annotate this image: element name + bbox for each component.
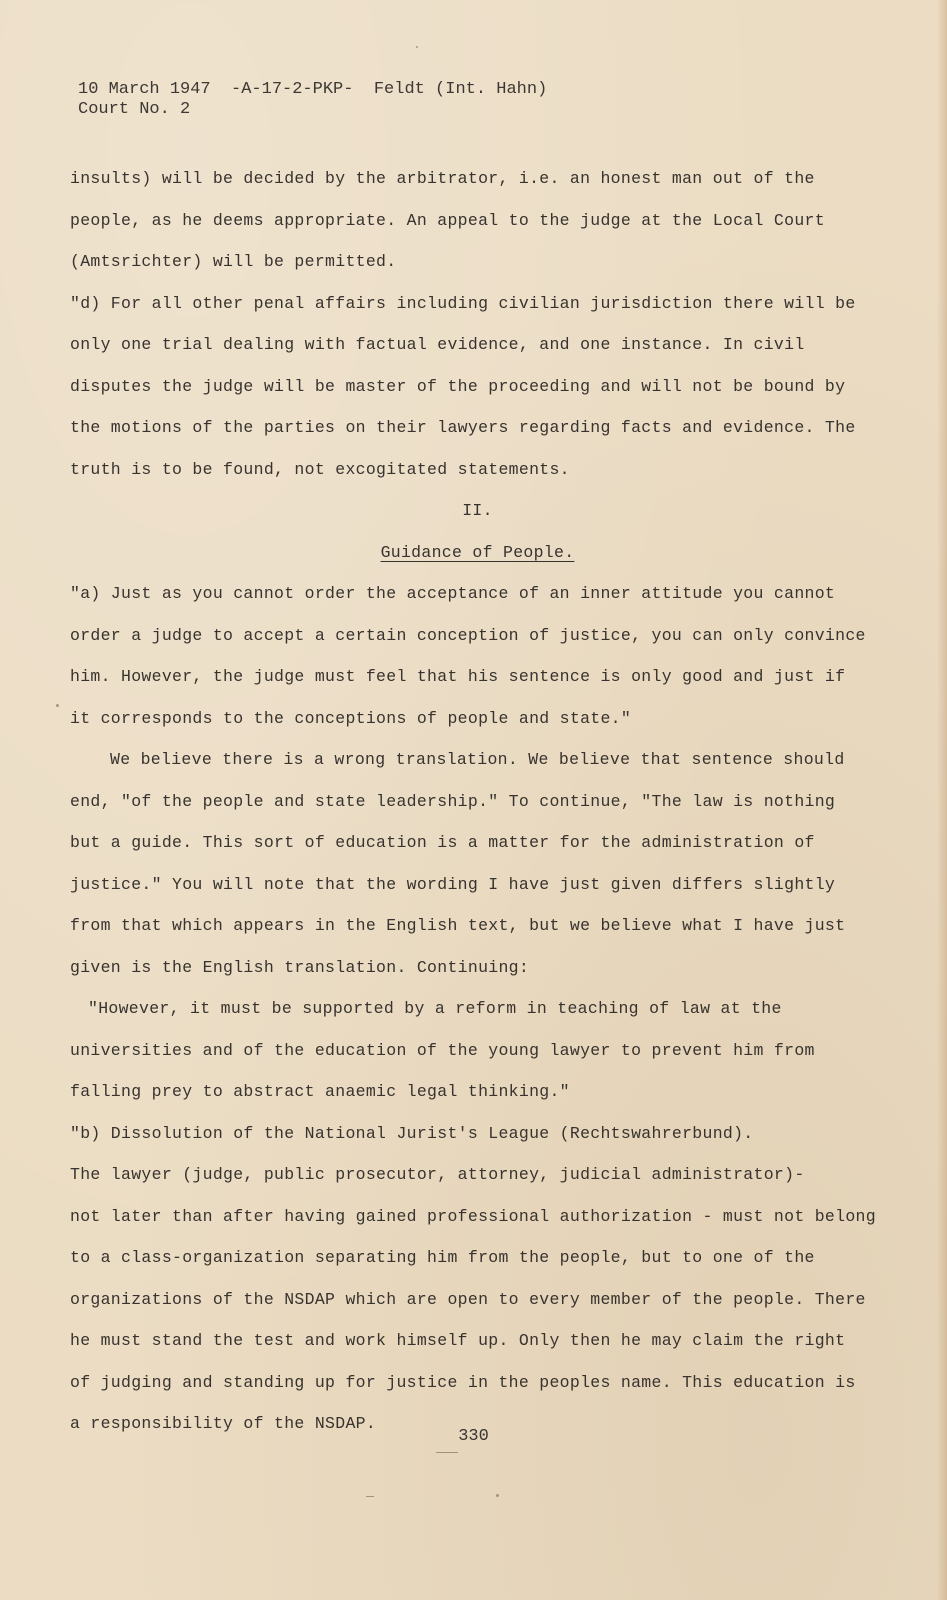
body-line: the motions of the parties on their lawyers regarding facts and evidence. The	[70, 418, 856, 437]
body-line: falling prey to abstract anaemic legal thinking."	[70, 1082, 570, 1101]
body-line: of judging and standing up for justice in the peoples name. This education is	[70, 1372, 856, 1392]
body-line: "However, it must be supported by a reform in teaching of law at the	[88, 999, 782, 1018]
body-line: We believe there is a wrong translation. We believe that sentence should	[110, 750, 845, 769]
body-line: disputes the judge will be master of the proceeding and will not be bound by	[70, 376, 846, 396]
body-line: people, as he deems appropriate. An appeal to the judge at the Local Court	[70, 210, 825, 230]
header-court-line: Court No. 2	[78, 100, 191, 119]
body-line: "a) Just as you cannot order the acceptance of an inner attitude you cannot	[70, 584, 836, 603]
body-line: him. However, the judge must feel that his sentence is only good and just if	[70, 667, 846, 686]
body-line: only one trial dealing with factual evidence, and one instance. In civil	[70, 335, 805, 354]
section-number: II.	[462, 501, 493, 520]
paper-speck	[366, 1496, 374, 1497]
paper-speck	[496, 1494, 499, 1497]
body-line: but a guide. This sort of education is a matter for the administration of	[70, 833, 815, 852]
body-line: a responsibility of the NSDAP.	[70, 1414, 377, 1433]
body-line: from that which appears in the English text, but we believe what I have just	[70, 916, 846, 935]
body-line: order a judge to accept a certain conception of justice, you can only convince	[70, 625, 866, 645]
body-line: he must stand the test and work himself up. Only then he may claim the right	[70, 1331, 846, 1350]
body-line: universities and of the education of the young lawyer to prevent him from	[70, 1040, 815, 1060]
header-date-line: 10 March 1947 -A-17-2-PKP- Feldt (Int. Hahn)	[78, 80, 548, 99]
body-line: not later than after having gained professional authorization - must not belong	[70, 1206, 876, 1226]
page-edge-shadow	[937, 0, 947, 1600]
paper-speck	[436, 1452, 458, 1453]
body-line: truth is to be found, not excogitated statements.	[70, 459, 570, 479]
paper-speck	[56, 704, 59, 707]
section-title-text: Guidance of People.	[380, 542, 575, 562]
section-title	[70, 532, 885, 574]
body-line: The lawyer (judge, public prosecutor, attorney, judicial administrator)-	[70, 1165, 805, 1184]
body-line: (Amtsrichter) will be permitted.	[70, 252, 397, 271]
body-line: end, "of the people and state leadership." To continue, "The law is nothing	[70, 791, 836, 811]
body-line: "d) For all other penal affairs including civilian jurisdiction there will be	[70, 293, 856, 313]
body-line: to a class-organization separating him from the people, but to one of the	[70, 1248, 815, 1267]
body-line: "b) Dissolution of the National Jurist's League (Rechtswahrerbund).	[70, 1123, 754, 1143]
body-line: it corresponds to the conceptions of people and state."	[70, 708, 632, 728]
page-number: 330	[458, 1427, 489, 1446]
paper-speck	[416, 46, 418, 48]
body-line: organizations of the NSDAP which are open to every member of the people. There	[70, 1289, 866, 1309]
document-header	[78, 80, 547, 120]
body-line: justice." You will note that the wording I have just given differs slightly	[70, 874, 836, 894]
document-body	[70, 158, 885, 1445]
body-line: insults) will be decided by the arbitrator, i.e. an honest man out of the	[70, 169, 815, 188]
body-line: given is the English translation. Continuing:	[70, 957, 530, 977]
